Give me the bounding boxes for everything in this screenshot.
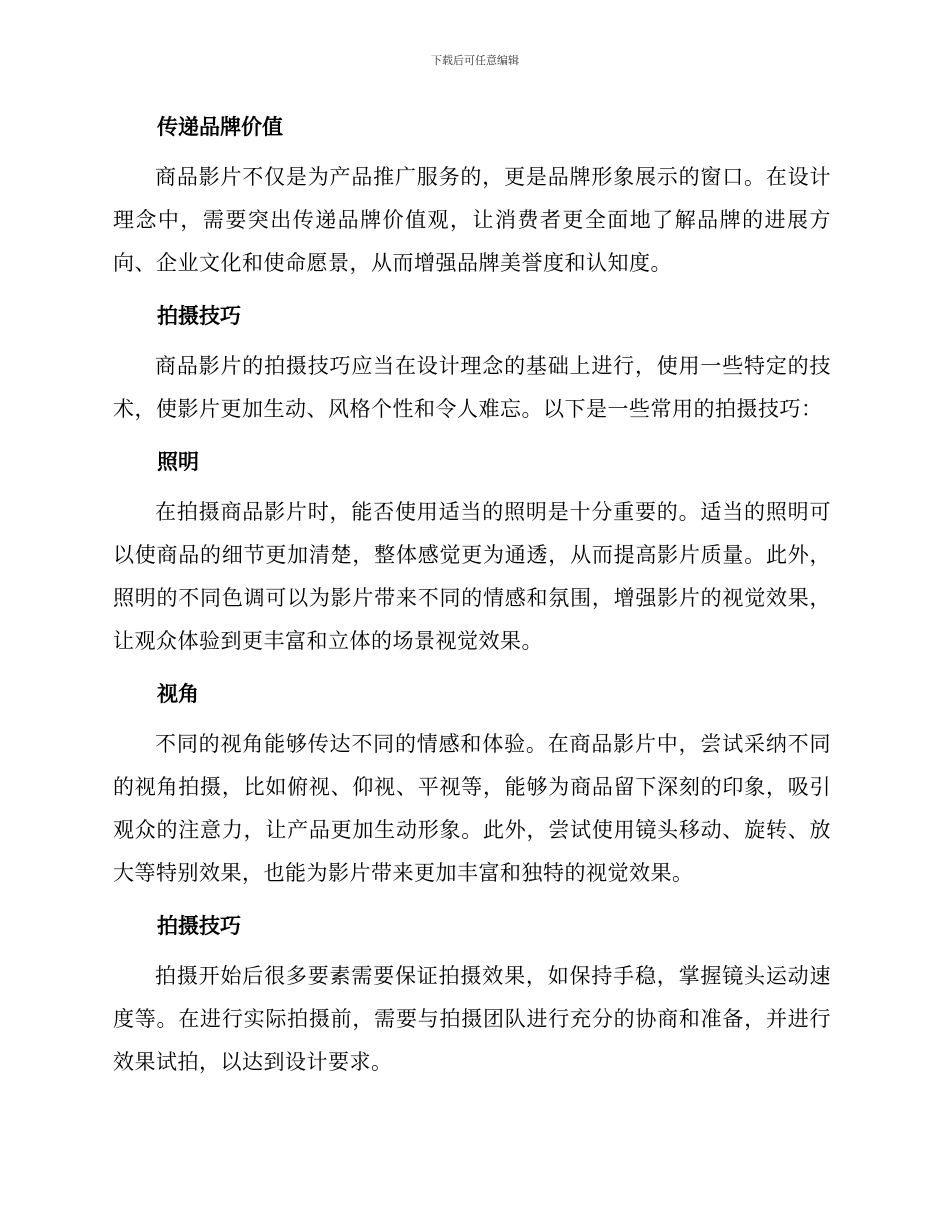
section-heading-shooting-techniques-2: 拍摄技巧 <box>157 914 241 938</box>
section-heading-lighting: 照明 <box>157 450 199 474</box>
document-body <box>113 108 831 1096</box>
section-heading-shooting-techniques: 拍摄技巧 <box>157 304 241 328</box>
section-paragraph-perspective: 不同的视角能够传达不同的情感和体验。在商品影片中，尝试采纳不同的视角拍摄，比如俯视、仰视、平视等，能够为商品留下深刻的印象，吸引观众的注意力，让产品更加生动形象。此外，尝试使用镜头移动、旋转、放大等特别效果，也能为影片带来更加丰富和独特的视觉效果。 <box>113 732 831 885</box>
section-heading-perspective: 视角 <box>157 682 199 706</box>
section-paragraph-shooting-techniques-2: 拍摄开始后很多要素需要保证拍摄效果，如保持手稳，掌握镜头运动速度等。在进行实际拍摄前，需要与拍摄团队进行充分的协商和准备，并进行效果试拍，以达到设计要求。 <box>113 964 831 1074</box>
page-header: 下载后可任意编辑 <box>431 54 519 67</box>
section-paragraph-lighting: 在拍摄商品影片时，能否使用适当的照明是十分重要的。适当的照明可以使商品的细节更加清楚，整体感觉更为通透，从而提高影片质量。此外，照明的不同色调可以为影片带来不同的情感和氛围，增强影片的视觉效果，让观众体验到更丰富和立体的场景视觉效果。 <box>113 500 831 653</box>
section-paragraph-brand-value: 商品影片不仅是为产品推广服务的，更是品牌形象展示的窗口。在设计理念中，需要突出传递品牌价值观，让消费者更全面地了解品牌的进展方向、企业文化和使命愿景，从而增强品牌美誉度和认知度。 <box>113 165 831 275</box>
section-heading-brand-value: 传递品牌价值 <box>157 115 283 139</box>
section-paragraph-shooting-techniques: 商品影片的拍摄技巧应当在设计理念的基础上进行，使用一些特定的技术，使影片更加生动、风格个性和令人难忘。以下是一些常用的拍摄技巧： <box>113 354 831 421</box>
